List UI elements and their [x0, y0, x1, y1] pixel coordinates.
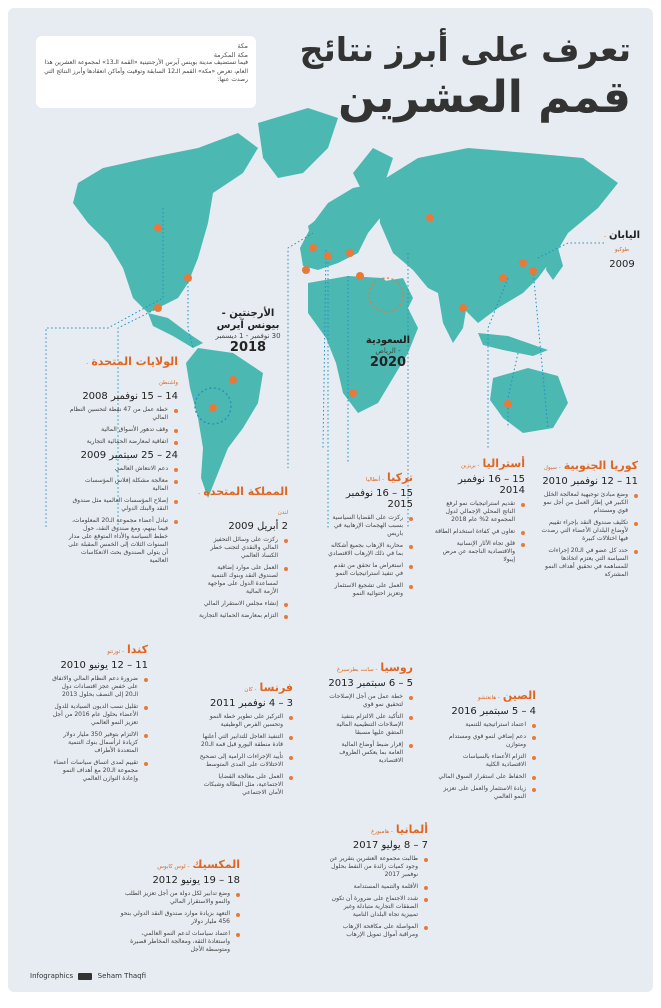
summit-turkey-item: ركزت على القضايا السياسية بسبب الهجمات الإرهابية في باريس [328, 514, 413, 538]
dot-turkey [356, 272, 364, 280]
summit-russia-heading: روسيا- سانت بطرسبرغ [337, 661, 413, 674]
summit-uk-item: العمل على موارد إضافية لصندوق النقد وبنوك التنمية لمساعدة الدول على مواجهة الأزمة المالية [198, 564, 288, 596]
summit-australia-date: 15 – 16 نوفمبر 2014 [457, 474, 525, 496]
dot-russia [426, 214, 434, 222]
summit-turkey-item: استعراض ما تحقق من تقدم في تنفيذ استراتيجيات النمو [328, 562, 413, 578]
footer-credit [30, 972, 146, 980]
summit-germany-date: 7 – 8 يوليو 2017 [352, 840, 428, 851]
summit-australia [433, 452, 525, 568]
summit-france-heading: فرنسا- كان [244, 681, 293, 694]
summit-mexico [120, 853, 240, 958]
hub-argentina-country: الأرجنتين - [221, 308, 275, 319]
summit-korea-item: وضع مبادئ توجيهية لمعالجة الخلل الكبير في إطار العمل من أجل نمو قوي ومستدام [538, 491, 638, 515]
intro-location-2: مكة المكرمة [213, 50, 248, 59]
summit-china-item: زيادة الاستثمار والعمل على تعزيز النمو العالمي [438, 785, 536, 801]
summit-turkey-heading: تركيا- أنطاليا [366, 471, 413, 484]
summit-mexico-heading: المكسيك- لوس كابوس [157, 858, 240, 871]
summit-china-item: دعم إضافي لنمو قوي ومستدام ومتوازن [438, 733, 536, 749]
summit-canada-item: ضرورة دعم النظام المالي والاتفاق على خفض عجز اقتصادات دول الـ20 إلى النصف بحلول 2013 [48, 675, 148, 699]
summit-germany [328, 818, 428, 943]
summit-china-heading: الصين- هانغتشو [477, 689, 536, 702]
summit-canada-heading: كندا- تورنتو [107, 643, 148, 656]
summit-usa-item: معالجة مشكلة إفلاس المؤسسات المالية [68, 477, 178, 493]
hub-argentina-year: 2018 [229, 340, 267, 355]
summit-usa-date-2: 24 – 25 سبتمبر 2009 [80, 450, 178, 461]
summit-australia-item: تقديم استراتيجيات نمو لرفع الناتج المحلي الإجمالي لدول المجموعة 2% عام 2018 [433, 500, 525, 524]
dot-brazil [229, 376, 237, 384]
summit-australia-item: تعاون في كفاءة استخدام الطاقة [433, 528, 525, 536]
summit-germany-item: الأقلمة والتنمية المستدامة [328, 883, 428, 891]
summit-korea-item: حدد كل عضو في الـ20 إجراءات السياسة التي يعتزم اتخاذها للمساهمة في تحقيق أهداف النمو المشتركة [538, 547, 638, 579]
asia-shape [378, 148, 618, 323]
summit-germany-item: المواصلة على مكافحة الإرهاب ومراقبة أموال تمويل الإرهاب [328, 923, 428, 939]
summit-mexico-date: 18 – 19 يونيو 2012 [152, 875, 240, 886]
summit-china-date: 4 – 5 سبتمبر 2016 [451, 706, 536, 717]
summit-korea-heading: كوريا الجنوبية- سيول [543, 459, 638, 472]
summit-russia-item: التأكيد على الالتزام بتنفيذ الإصلاحات التنظيمية المالية المتفق عليها مسبقا [328, 713, 413, 737]
infographic-poster [8, 8, 653, 992]
summit-france-date: 3 – 4 نوفمبر 2011 [210, 698, 293, 709]
summit-russia-date: 5 – 6 سبتمبر 2013 [328, 678, 413, 689]
greenland-shape [258, 108, 338, 178]
summit-usa-item: دعم الانتعاش العالمي [68, 465, 178, 473]
dot-australia [504, 400, 512, 408]
summit-mexico-item: اعتماد سياسات لدعم النمو العالمي، واستعادة الثقة، ومعالجة المخاطر قصيرة ومتوسطة الأجل [120, 930, 240, 954]
summit-usa-date-1: 14 – 15 نوفمبر 2008 [82, 391, 178, 402]
summit-canada-date: 11 – 12 يونيو 2010 [60, 660, 148, 671]
summit-australia-item: قلق تجاه الآثار الإنسانية والاقتصادية الناجمة عن مرض إيبولا [433, 540, 525, 564]
summit-china-item: اعتماد استراتيجية للتنمية [438, 721, 536, 729]
hub-argentina-dates: 30 نوفمبر - 1 ديسمبر [215, 332, 281, 340]
summit-australia-heading: أستراليا- بريزبن [460, 457, 525, 470]
hub-japan [596, 230, 648, 274]
summit-usa-heading: الولايات المتحدة- واشنطن [86, 355, 178, 386]
footer-author: Seham Thaqfi [97, 972, 147, 980]
india-shape [438, 293, 468, 343]
summit-korea-item: تكليف صندوق النقد بإجراء تقييم لأوضاع البلدان الأعضاء التي رصدت فيها اختلالات كبيرة [538, 519, 638, 543]
dot-france [324, 252, 332, 260]
summit-france-item: العمل على معالجة القضايا الاجتماعية، مثل البطالة وشبكات الأمان الاجتماعي [198, 773, 293, 797]
australia-shape [490, 368, 568, 433]
summit-canada-item: تقييم لمدى اتساق سياسات أعضاء مجموعة الـ20 مع أهداف النمو وإعادة التوازن العالمي [48, 759, 148, 783]
hub-japan-country: اليابان- طوكيو [603, 230, 641, 253]
summit-usa-item: إصلاح المؤسسات العالمية مثل صندوق النقد والبنك الدولي [68, 497, 178, 513]
north-america-shape [73, 133, 258, 313]
summit-china-item: التزام الأعضاء بالسياسات الاقتصادية الكلية [438, 753, 536, 769]
summit-canada [48, 638, 148, 787]
summit-turkey-item: محاربة الإرهاب بجميع أشكاله بما في ذلك الإرهاب الاقتصادي [328, 542, 413, 558]
summit-russia-item: خطة عمل من أجل الإصلاحات لتحقيق نمو قوي [328, 693, 413, 709]
summit-canada-item: تقليل نسب الديون السيادية للدول الأعضاء بحلول عام 2016 من أجل تعزيز النمو العالمي [48, 703, 148, 727]
summit-korea [538, 454, 638, 583]
summit-korea-date: 11 – 12 نوفمبر 2010 [542, 476, 638, 487]
central-america-shape [148, 313, 203, 348]
hub-argentina-city: بيونس آيرس [216, 320, 280, 331]
hub-saudi-year: 2020 [369, 355, 407, 370]
summit-turkey [328, 466, 413, 602]
intro-text: فيما تستضيف مدينة بوينس آيرس الأرجنتينية «القمة الـ13» لمجموعة العشرين هذا العام، تعرض «مكة» القمم الـ12 السابقة وتوقيت وأماكن انعقادها وأبرز النتائج التي رصدت عنها: [44, 59, 248, 83]
hub-saudi [358, 335, 418, 370]
dot-spain [302, 266, 310, 274]
summit-usa-item: تبادل أعضاء مجموعة الـ20 المعلومات، فيما بينهم، ومع صندوق النقد، حول خطط السياسة والأداء المتوقع على مدار السنوات الثلاث إلى الخمس المقبلة على أن يتولى الصندوق بحث الانعكاسات العالمية [68, 517, 178, 565]
summit-france-item: التركيز على تطوير خطة النمو وتحسين الفرص الوظيفية [198, 713, 293, 729]
southeast-asia-shape [478, 333, 548, 356]
title-line-2: قمم العشرين [338, 72, 631, 123]
summit-turkey-item: العمل على تشجيع الاستثمار وتعزيز احتوائية النمو [328, 582, 413, 598]
summit-germany-heading: ألمانيا- هامبورغ [371, 823, 428, 836]
intro-location-1: مكة [237, 42, 248, 50]
summit-turkey-date: 15 – 16 نوفمبر 2015 [345, 488, 413, 510]
summit-mexico-item: التعهد بزيادة موارد صندوق النقد الدولي بنحو 456 مليار دولار [120, 910, 240, 926]
summit-uk [198, 480, 288, 624]
summit-uk-heading: المملكة المتحدة- لندن [198, 485, 288, 516]
south-america-shape [186, 348, 263, 498]
japan-shape [546, 248, 563, 280]
dot-mexico [154, 304, 162, 312]
summit-uk-item: ركزت على وسائل التحفيز المالي والنقدي لتجنب خطر الكساد العالمي [198, 536, 288, 560]
summit-germany-item: شدد الاجتماع على ضرورة أن تكون الصفقات التجارية متبادلة وغير تمييزية تجاه البلدان النامية [328, 895, 428, 919]
summit-usa-item: اتفاقية لمعارضة الحمائية التجارية [68, 438, 178, 446]
dot-canada [154, 224, 162, 232]
summit-france-item: التنفيذ العاجل للتدابير التي أعلنها قادة منطقة اليورو قبل قمة الـ20 [198, 733, 293, 749]
summit-usa [68, 350, 178, 569]
brand-logo-icon [78, 973, 92, 980]
summit-usa-item: خطة عمل من 47 نقطة لتحسين النظام المالي [68, 406, 178, 422]
dot-india [459, 304, 467, 312]
dot-southafrica [349, 389, 357, 397]
summit-france-item: تأييد الإجراءات الرامية إلى تصحيح الاختلالات على المدى المتوسط [198, 753, 293, 769]
summit-uk-item: إنشاء مجلس الاستقرار المالي [198, 600, 288, 608]
summit-france [198, 676, 293, 801]
dot-korea [519, 259, 527, 267]
summit-canada-item: الالتزام بتوفير 350 مليار دولار كزيادة لرأسمال بنوك التنمية المتعددة الأطراف [48, 731, 148, 755]
summit-germany-item: طالبت مجموعة العشرين بتقرير عن وجود كميات زائدة من النفط بحلول نوفمبر 2017 [328, 855, 428, 879]
dot-uk [309, 244, 317, 252]
hub-saudi-city: - الرياض [375, 347, 401, 355]
summit-usa-item: وقف تدهور الأسواق المالية [68, 426, 178, 434]
summit-uk-item: التزام بمعارضة الحمائية التجارية [198, 612, 288, 620]
hub-argentina [208, 308, 288, 355]
dot-germany [346, 249, 354, 257]
hub-japan-year: 2009 [609, 259, 635, 270]
summit-russia [328, 656, 413, 769]
dot-argentina [209, 404, 217, 412]
title-line-1: تعرف على أبرز نتائج [299, 30, 631, 69]
summit-uk-date: 2 أبريل 2009 [228, 521, 288, 532]
summit-china-item: الحفاظ على استقرار السوق المالي [438, 773, 536, 781]
intro-box [36, 36, 256, 108]
dot-japan [529, 267, 537, 275]
summit-mexico-item: وضع تدابير لكل دولة من أجل تعزيز الطلب والنمو والاستقرار المالي [120, 890, 240, 906]
summit-russia-item: إقرار ضبط أوضاع المالية العامة بما يعكس الظروف الاقتصادية [328, 741, 413, 765]
dot-china [499, 274, 507, 282]
footer-label: Infographics [30, 972, 74, 980]
dot-usa [184, 274, 192, 282]
hub-saudi-country: السعودية [365, 335, 411, 346]
summit-china [438, 684, 536, 805]
